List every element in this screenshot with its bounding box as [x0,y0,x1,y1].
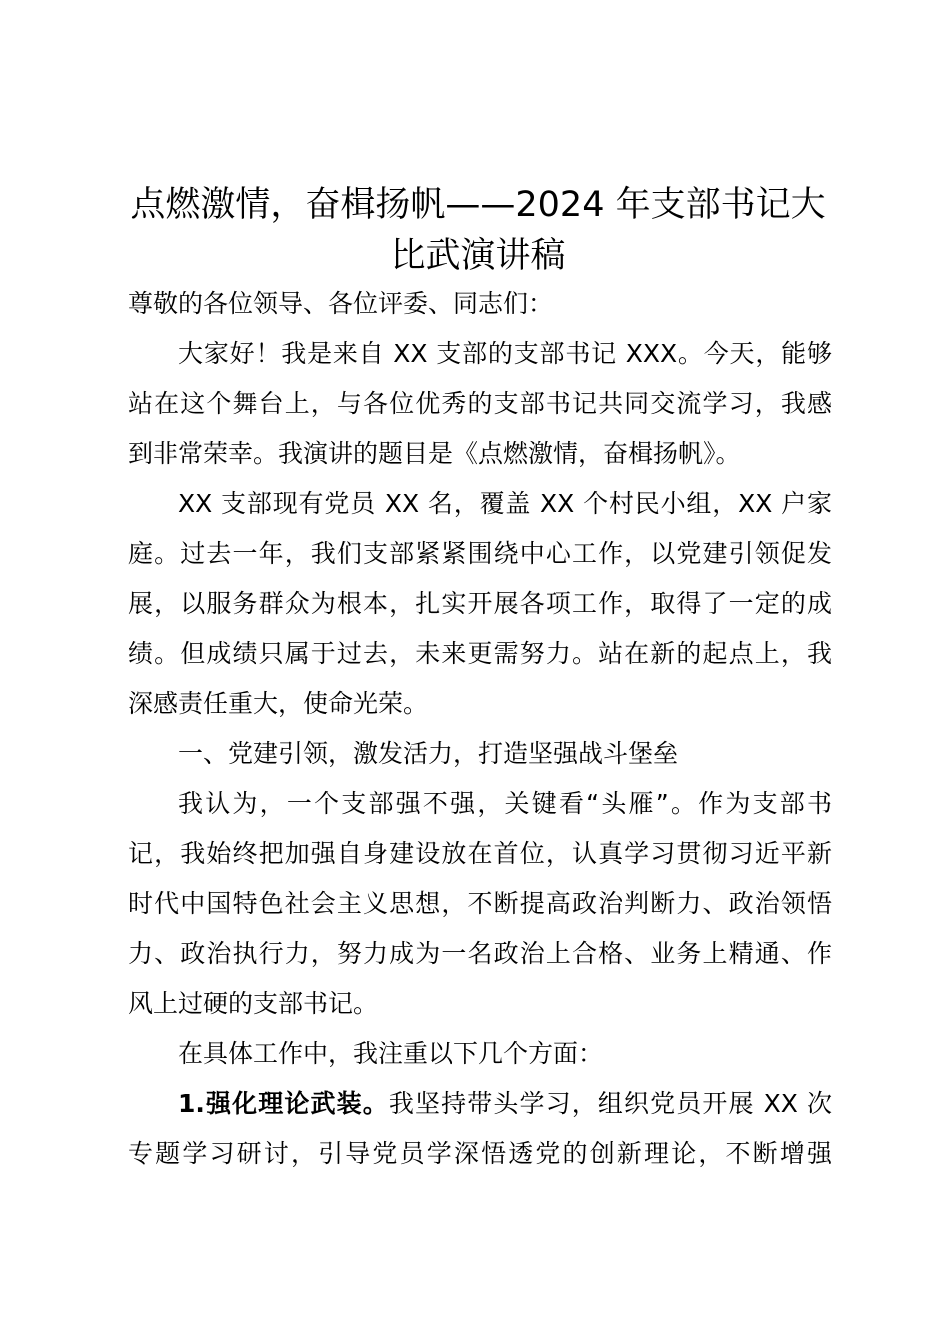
paragraph-3-line-1: 我认为，一个支部强不强，关键看“头雁”。作为支部书 [178,789,832,818]
paragraph-3-line-2: 记，我始终把加强自身建设放在首位，认真学习贯彻习近平新 [128,839,832,868]
item-1-line-1-text: 我坚持带头学习，组织党员开展 XX 次 [388,1089,832,1118]
document-title-line-2: 比武演讲稿 [390,236,566,276]
section-1-heading: 一、党建引领，激发活力，打造坚强战斗堡垒 [178,739,679,768]
paragraph-2-line-1: XX 支部现有党员 XX 名，覆盖 XX 个村民小组，XX 户家 [178,489,832,518]
paragraph-3-line-3: 时代中国特色社会主义思想，不断提高政治判断力、政治领悟 [128,889,832,918]
paragraph-4: 在具体工作中，我注重以下几个方面： [178,1039,604,1068]
paragraph-1-line-2: 站在这个舞台上，与各位优秀的支部书记共同交流学习，我感 [128,389,832,418]
document-title-line-1: 点燃激情，奋楫扬帆——2024 年支部书记大 [130,185,826,225]
item-1-label: 1.强化理论武装。 [178,1089,389,1118]
paragraph-1-line-3: 到非常荣幸。我演讲的题目是《点燃激情，奋楫扬帆》。 [128,439,741,468]
item-1-line-2: 专题学习研讨，引导党员学深悟透党的创新理论，不断增强 [128,1139,832,1168]
paragraph-2-line-4: 绩。但成绩只属于过去，未来更需努力。站在新的起点上，我 [128,639,832,668]
paragraph-2-line-5: 深感责任重大，使命光荣。 [128,689,429,718]
salutation: 尊敬的各位领导、各位评委、同志们： [128,289,554,318]
paragraph-3-line-5: 风上过硬的支部书记。 [128,989,379,1018]
paragraph-2-line-3: 展，以服务群众为根本，扎实开展各项工作，取得了一定的成 [128,589,832,618]
item-1-line-1 [178,1087,832,1121]
paragraph-3-line-4: 力、政治执行力，努力成为一名政治上合格、业务上精通、作 [128,939,832,968]
paragraph-1-line-1: 大家好！我是来自 XX 支部的支部书记 XXX。今天，能够 [178,339,832,368]
paragraph-2-line-2: 庭。过去一年，我们支部紧紧围绕中心工作，以党建引领促发 [128,539,832,568]
